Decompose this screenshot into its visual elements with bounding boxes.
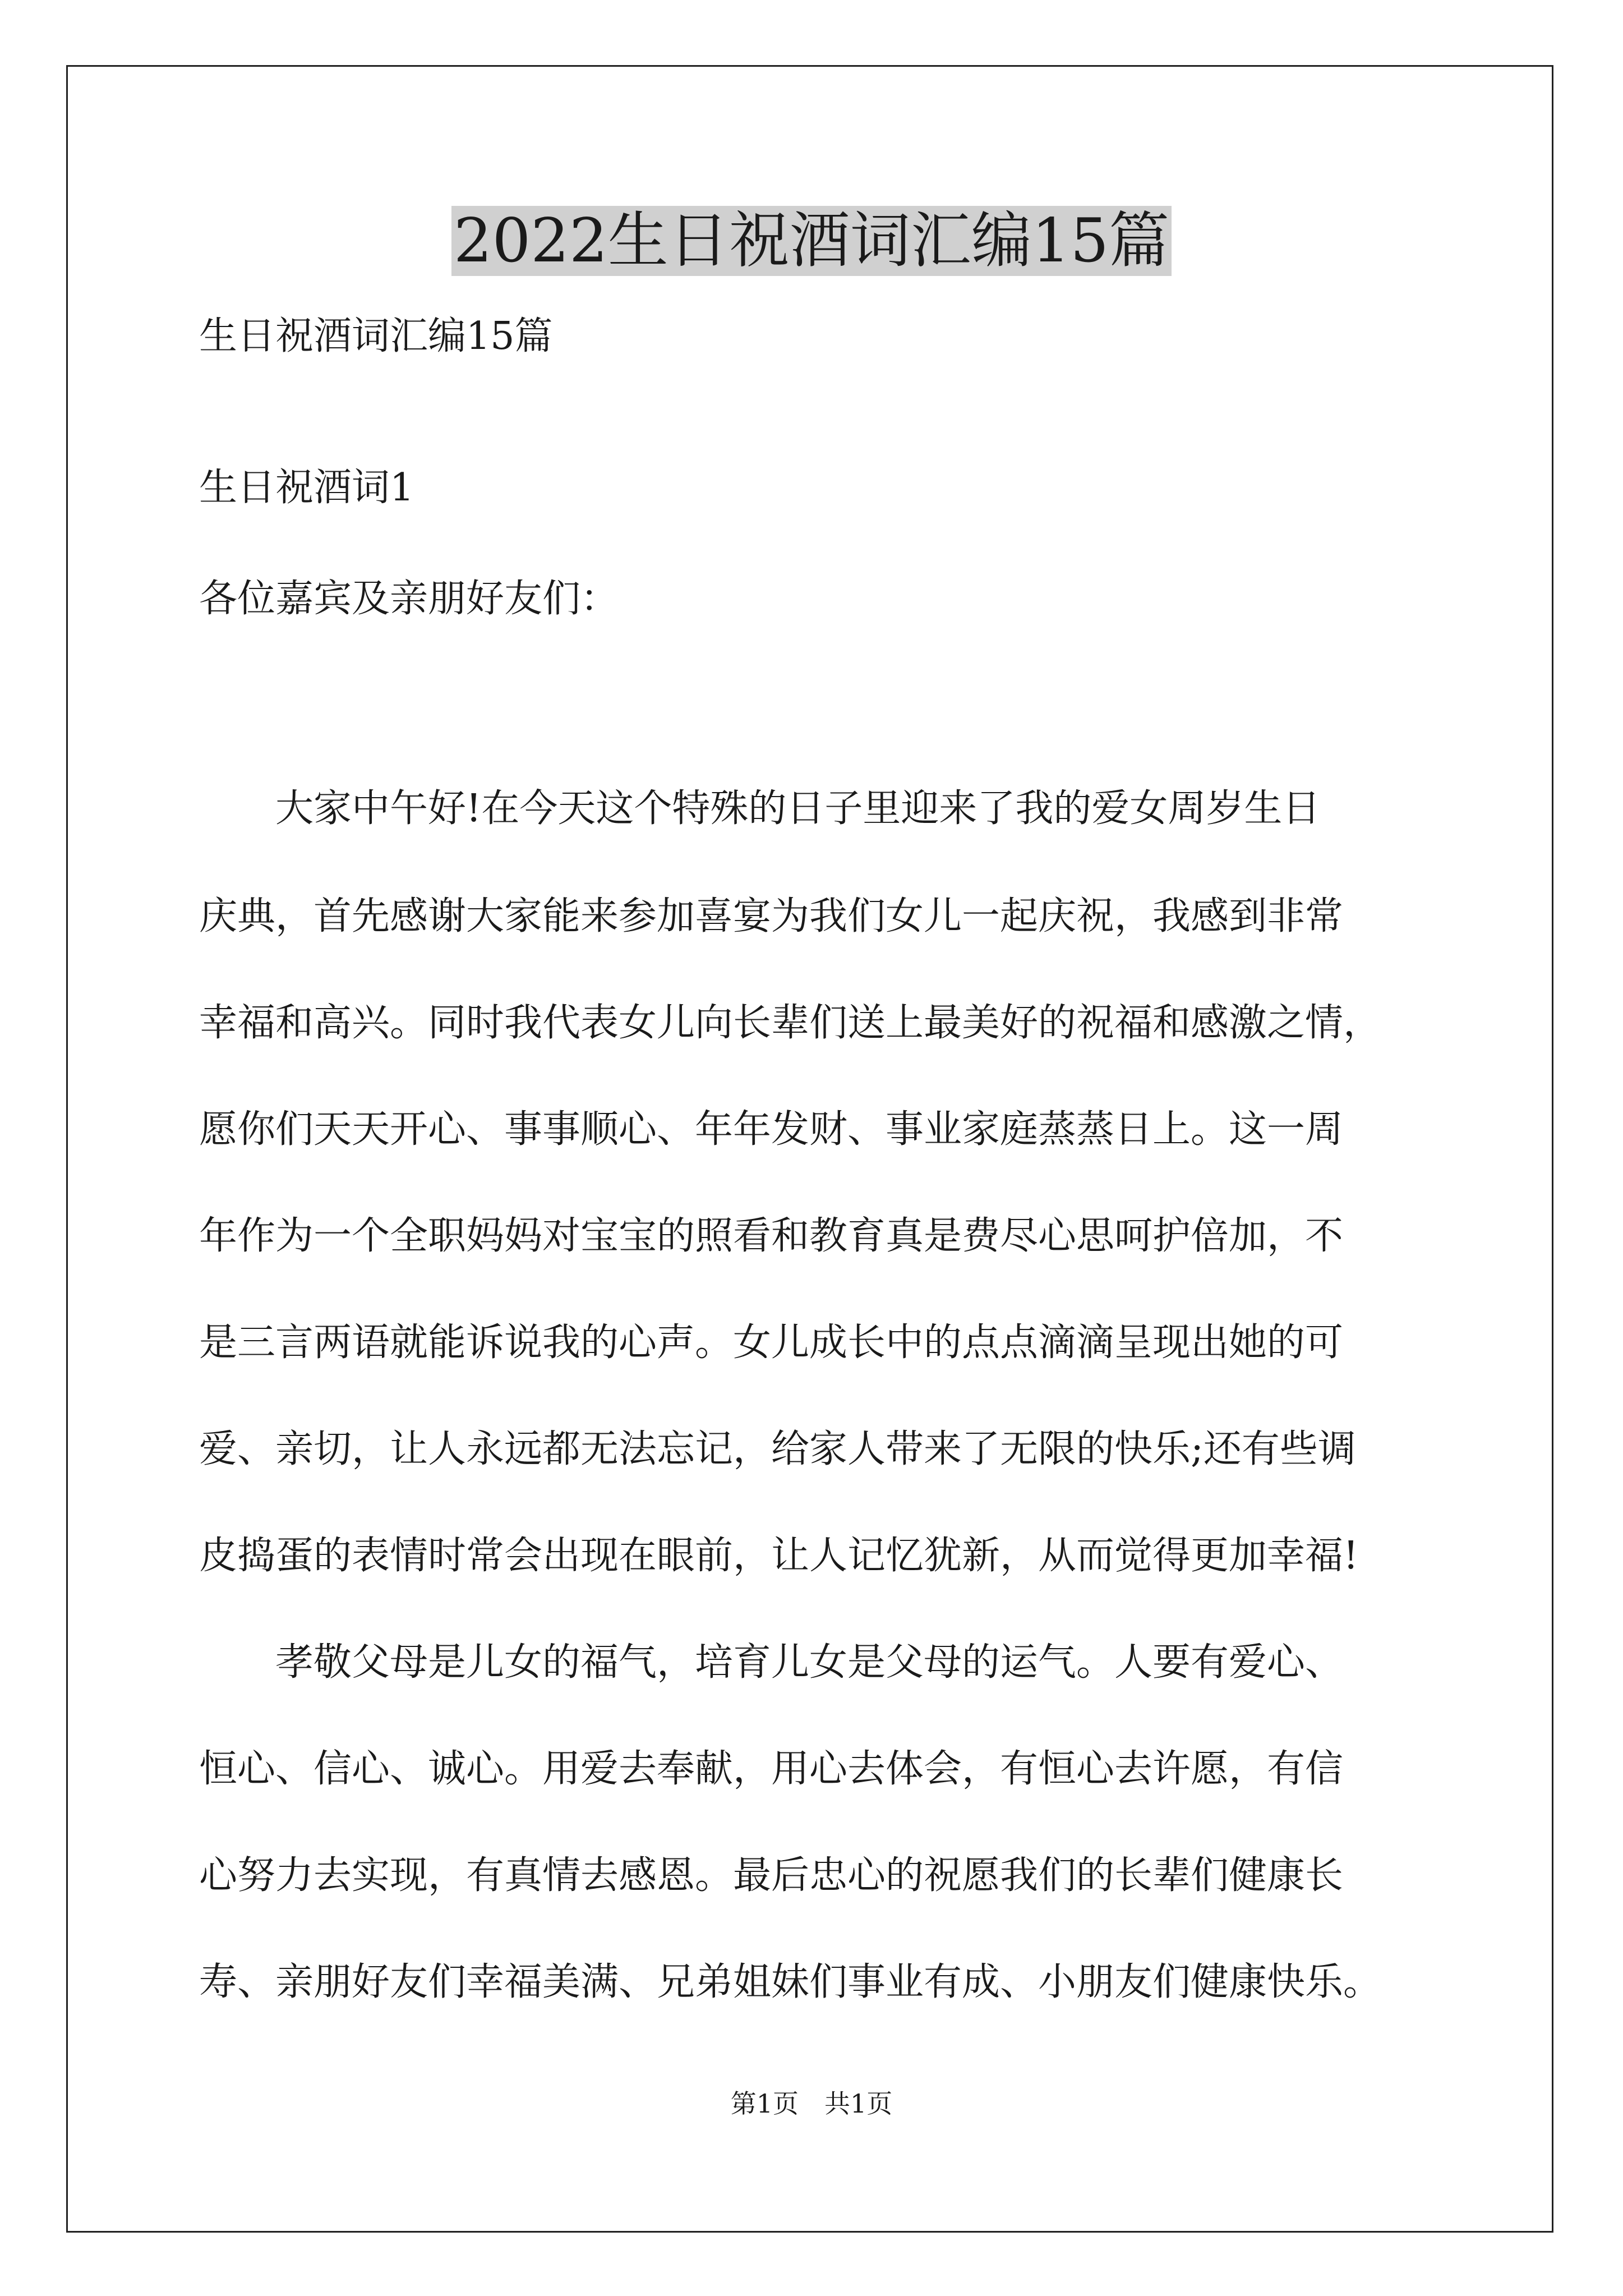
paragraph-line: 恒心、信心、诚心。用爱去奉献，用心去体会，有恒心去许愿，有信 <box>199 1747 1344 1791</box>
paragraph-line: 愿你们天天开心、事事顺心、年年发财、事业家庭蒸蒸日上。这一周 <box>199 1107 1344 1152</box>
paragraph-line: 寿、亲朋好友们幸福美满、兄弟姐妹们事业有成、小朋友们健康快乐。 <box>199 1960 1382 2004</box>
paragraph-line: 爱、亲切，让人永远都无法忘记，给家人带来了无限的快乐;还有些调 <box>199 1427 1356 1471</box>
section-heading: 生日祝酒词1 <box>199 466 414 510</box>
document-subtitle: 生日祝酒词汇编15篇 <box>199 314 553 358</box>
document-title: 2022生日祝酒词汇编15篇 <box>0 199 1623 283</box>
paragraph-line: 心努力去实现，有真情去感恩。最后忠心的祝愿我们的长辈们健康长 <box>199 1853 1344 1898</box>
paragraph-line: 是三言两语就能诉说我的心声。女儿成长中的点点滴滴呈现出她的可 <box>199 1320 1344 1365</box>
salutation: 各位嘉宾及亲朋好友们： <box>199 577 619 621</box>
paragraph-line: 年作为一个全职妈妈对宝宝的照看和教育真是费尽心思呵护倍加，不 <box>199 1214 1344 1258</box>
paragraph-line: 幸福和高兴。同时我代表女儿向长辈们送上最美好的祝福和感激之情， <box>199 1001 1382 1045</box>
paragraph-line: 皮捣蛋的表情时常会出现在眼前，让人记忆犹新，从而觉得更加幸福! <box>199 1534 1359 1578</box>
paragraph-line: 孝敬父母是儿女的福气，培育儿女是父母的运气。人要有爱心、 <box>199 1640 1344 1685</box>
paragraph-line: 庆典，首先感谢大家能来参加喜宴为我们女儿一起庆祝，我感到非常 <box>199 894 1344 938</box>
page-footer: 第1页 共1页 <box>730 2088 893 2119</box>
paragraph-line: 大家中午好!在今天这个特殊的日子里迎来了我的爱女周岁生日 <box>199 786 1321 831</box>
